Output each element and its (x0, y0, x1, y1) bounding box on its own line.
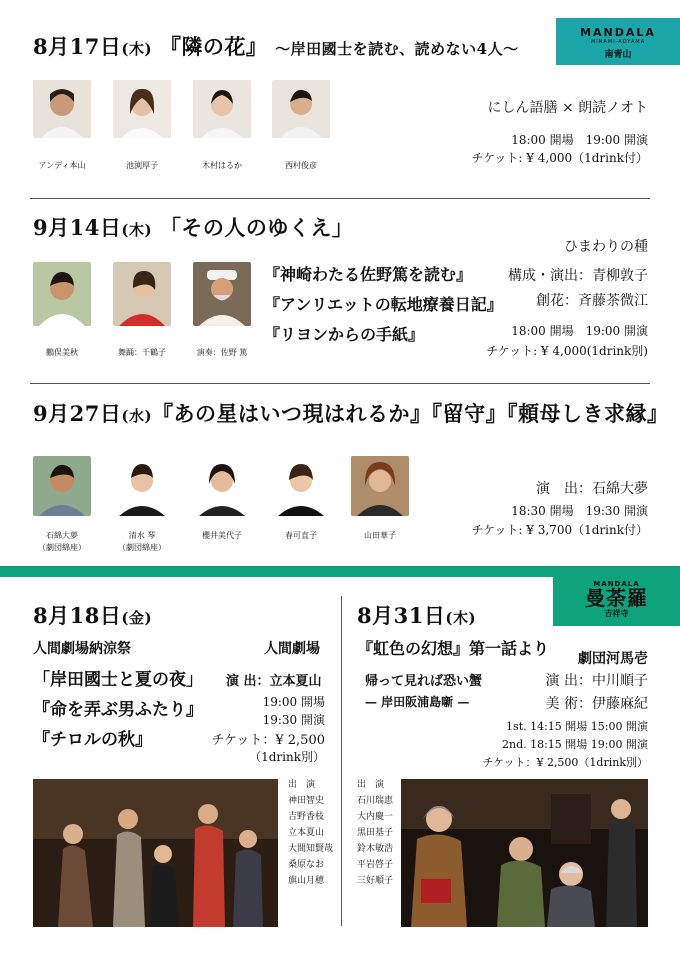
event5-subtitle: 帰って見れば恐い蟹 (365, 674, 483, 689)
event5-date: 8月31日 (357, 603, 446, 628)
event5-art: 美 術：伊藤麻紀 (545, 696, 648, 712)
event5-heading (357, 600, 476, 630)
event4-date: 8月18日 (33, 603, 122, 628)
cast-member: 神田智史 (288, 796, 325, 806)
event2-title: 「その人のゆくえ」 (159, 215, 354, 240)
event2-heading (33, 212, 353, 242)
venue-name: 吉祥寺 (604, 608, 629, 618)
performer-name: 清水 琴 (128, 531, 156, 540)
cast-member: 立本夏山 (288, 828, 325, 838)
event3-direction: 演 出：石綿大夢 (536, 481, 648, 497)
event4-ticket: チケット：¥ 2,500 (211, 733, 325, 748)
performer-name: 舞踊：千鶴子 (118, 348, 166, 357)
performer-photo (33, 456, 91, 516)
event5-show2: 2nd. 18:15 開場 19:00 開演 (501, 738, 648, 751)
event3-times: 18:30 開場 19:30 開演 (511, 504, 648, 518)
event1-subtitle: 〜岸田國士を読む、読めない4人〜 (275, 40, 519, 58)
performer-name: アンディ本山 (38, 161, 86, 170)
cast-member: 大内慶一 (357, 812, 394, 822)
event3-heading (33, 398, 669, 428)
performer-name: 櫻井美代子 (202, 531, 242, 540)
cast-member: 三好順子 (357, 876, 394, 886)
performer-photo (113, 262, 171, 326)
event5-show1: 1st. 14:15 開場 15:00 開演 (506, 720, 648, 733)
work-title: 『神崎わたる佐野篤を読む』 (264, 265, 473, 284)
divider (30, 198, 650, 199)
cast-member: 平岩啓子 (357, 860, 394, 870)
performer-photo (351, 456, 409, 516)
cast-member: 大間知賢哉 (288, 844, 334, 854)
stage-photo (33, 779, 278, 927)
stage-photo (401, 779, 648, 927)
performer-name: 春可直子 (285, 531, 317, 540)
cast-heading: 出 演 (288, 780, 316, 790)
cast-heading: 出 演 (357, 780, 385, 790)
event4-dow: (金) (121, 609, 153, 627)
event4-company: 人間劇場 (264, 641, 320, 657)
work-title: 『リヨンからの手紙』 (264, 325, 425, 344)
event2-dow: (木) (121, 221, 153, 239)
event1-times: 18:00 開場 19:00 開演 (511, 133, 648, 147)
event1-ticket: チケット: ¥ 4,000（1drink付） (471, 151, 648, 165)
event4-ticket-note: （1drink別） (249, 750, 325, 764)
performer-photo (272, 456, 330, 516)
event4-festival: 人間劇場納涼祭 (33, 641, 131, 657)
event4-start: 19:30 開演 (262, 713, 325, 727)
venue-name: 南青山 (604, 50, 632, 60)
event4-works (33, 665, 203, 755)
event3-ticket: チケット: ¥ 3,700（1drink付） (471, 523, 648, 537)
performer-name: 石綿大夢 (46, 531, 78, 540)
performer-name: 木村はるか (202, 161, 242, 170)
cast-member: 黒田基子 (357, 828, 394, 838)
cast-member: 桑原なお (288, 860, 325, 870)
event1-heading (33, 31, 519, 61)
cast-member: 旗山月穂 (288, 876, 325, 886)
event5-direction: 演 出：中川順子 (545, 673, 648, 689)
cast-member: 石川瑞恵 (357, 796, 394, 806)
cast-member: 鈴木敏浩 (357, 844, 394, 854)
event3-title: 『あの星はいつ現はれるか』『留守』『頼母しき求縁』 (152, 401, 669, 426)
venue-logo-minami-aoyama (556, 18, 680, 65)
performer-photo (193, 80, 251, 138)
event2-times: 18:00 開場 19:00 開演 (511, 324, 648, 338)
logo-text: MANDALA (593, 580, 640, 588)
event3-dow: (水) (121, 407, 153, 425)
venue-logo-kichijoji (553, 566, 680, 626)
work-title: 「岸田國士と夏の夜」 (33, 670, 203, 690)
event1-title: 『隣の花』 (159, 34, 268, 59)
cast-member: 吉野香枝 (288, 812, 325, 822)
performer-name: 西村俊彦 (285, 161, 317, 170)
logo-subtext: MINAMI-AOYAMA (590, 39, 646, 45)
event2-company: ひまわりの種 (564, 239, 648, 255)
event5-cast (357, 777, 393, 889)
performer-name: 鵬俣美秋 (46, 348, 78, 357)
work-title: 『命を弄ぶ男ふたり』 (33, 700, 203, 720)
event4-direction: 演 出：立本夏山 (226, 674, 322, 689)
event4-cast (288, 777, 333, 889)
event2-works (264, 262, 503, 352)
performer-note: （劇団綿座） (118, 543, 166, 552)
performer-photo (33, 262, 91, 326)
event4-open: 19:00 開場 (262, 695, 325, 709)
performer-photo (193, 262, 251, 326)
performer-note: （劇団綿座） (38, 543, 86, 552)
event1-date: 8月17日 (33, 34, 122, 59)
event3-date: 9月27日 (33, 401, 122, 426)
event5-subtitle-2: — 岸田阪浦島噺 — (365, 695, 470, 709)
event2-direction: 構成・演出：青柳敦子 (508, 268, 648, 284)
work-title: 『チロルの秋』 (33, 730, 152, 750)
performer-name: 池渕厚子 (126, 161, 158, 170)
event2-ticket: チケット: ¥ 4,000(1drink別) (486, 344, 648, 358)
performer-photo (113, 80, 171, 138)
divider (30, 383, 650, 384)
column-divider (341, 596, 342, 926)
event5-title: 『虹色の幻想』第一話より (357, 639, 550, 658)
performer-photo (113, 456, 171, 516)
performer-photo (272, 80, 330, 138)
performer-photo (33, 80, 91, 138)
event5-ticket: チケット：¥ 2,500（1drink別） (482, 756, 648, 769)
event2-writer: 創花：斉藤茶微江 (536, 293, 648, 309)
event5-company: 劇団河馬壱 (578, 651, 648, 667)
performer-name: 山田華子 (364, 531, 396, 540)
performer-photo (193, 456, 251, 516)
work-title: 『アンリエットの転地療養日記』 (264, 295, 503, 314)
event2-date: 9月14日 (33, 215, 122, 240)
event4-heading (33, 600, 152, 630)
performer-name: 演奏：佐野 篤 (196, 348, 248, 357)
event1-company: にしん語膳 × 朗読ノオト (487, 100, 648, 116)
event5-dow: (木) (445, 609, 477, 627)
event1-dow: (木) (121, 40, 153, 58)
logo-kanji: 曼荼羅 (585, 586, 648, 610)
logo-text: MANDALA (580, 26, 656, 39)
